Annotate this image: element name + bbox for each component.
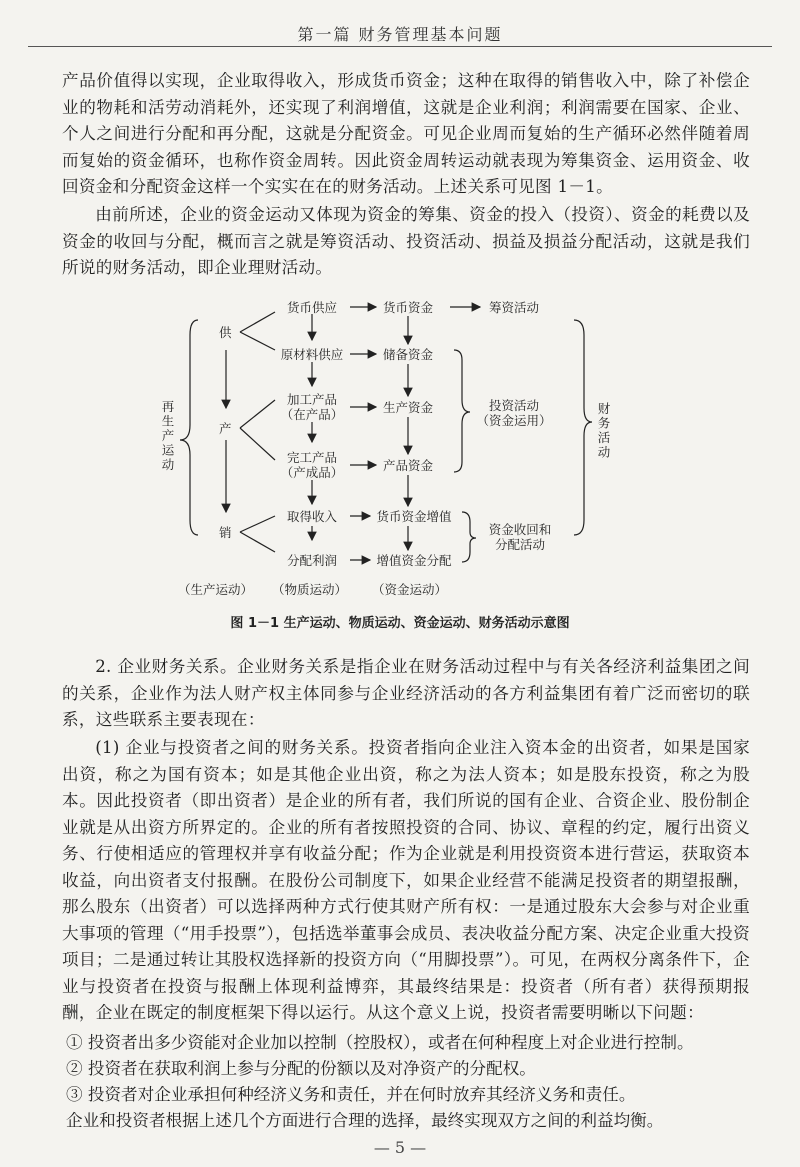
left-brace xyxy=(180,320,198,535)
material-profit-distribution: 分配利润 xyxy=(286,553,337,568)
material-cash-supply: 货币供应 xyxy=(286,300,337,315)
stage-production: 产 xyxy=(219,421,232,436)
fund-product: 产品资金 xyxy=(382,458,433,473)
right-brace xyxy=(574,320,592,535)
paragraph-1: 产品价值得以实现，企业取得收入，形成货币资金；这种在取得的销售收入中，除了补偿企业的物耗和活劳动消耗外，还实现了利润增值，这就是企业利润；利润需要在国家、企业、个人之间进行分配和再分配，这就是分配资金。可见企业周而复始的生产循环必然伴随着周而复始的资金循环，也称作资金周转。因此资金周转运动就表现为筹集资金、运用资金、收回资金和分配资金这样一个实实在在的财务活动。上述关系可见图 1－1。 xyxy=(62,71,750,196)
flow-diagram xyxy=(140,290,660,610)
fan-line xyxy=(240,428,275,460)
material-revenue: 取得收入 xyxy=(286,509,337,524)
material-finished-goods: （产成品） xyxy=(280,465,344,480)
fan-line xyxy=(240,400,275,428)
fan-line xyxy=(240,516,275,532)
reproduction-label: 再生产运动 xyxy=(160,400,175,473)
page-number: — 5 — xyxy=(373,1138,427,1157)
fund-increment-distribution: 增值资金分配 xyxy=(376,553,452,568)
running-header: 第一篇 财务管理基本问题 xyxy=(297,25,503,44)
material-processing: 加工产品 xyxy=(286,392,337,407)
paragraph-5: 企业和投资者根据上述几个方面进行合理的选择，最终实现双方之间的利益均衡。 xyxy=(66,1111,664,1130)
material-wip: （在产品） xyxy=(280,407,344,422)
fund-reserve: 储备资金 xyxy=(382,347,433,362)
label-production-motion: （生产运动） xyxy=(178,582,254,597)
list-item-2: ② 投资者在获取利润上参与分配的份额以及对净资产的分配权。 xyxy=(66,1059,536,1078)
activity-recovery: 资金收回和 xyxy=(488,522,552,537)
paragraph-4: (1) 企业与投资者之间的财务关系。投资者指向企业注入资本金的出资者，如果是国家出资，称之为国有资本；如是其他企业出资，称之为法人资本；如是股东投资，称之为股本。因此投资者（即出资者）是企业的所有者，我们所说的国有企业、合资企业、股份制企业就是从出资方所界定的。企业的所有者按照投资的合同、协议、章程的约定，履行出资义务、行使相适应的管理权并享有收益分配；作为企业就是利用投资资本进行营运，获取资本收益，向出资者支付报酬。在股份公司制度下，如果企业经营不能满足投资者的期望报酬，那么股东（出资者）可以选择两种方式行使其财产所有权：一是通过股东大会参与对企业重大事项的管理（“用手投票”），包括选举董事会成员、表决收益分配方案、决定企业重大投资项目；二是通过转让其股权选择新的投资方向（“用脚投票”）。可见，在两权分离条件下，企业与投资者在投资与报酬上体现利益博弈，其最终结果是：投资者（所有者）获得预期报酬，企业在既定的制度框架下得以运行。从这个意义上说，投资者需要明晰以下问题： xyxy=(62,738,750,1022)
fan-line xyxy=(240,532,275,552)
activity-financing: 筹资活动 xyxy=(488,300,539,315)
lower-brace xyxy=(462,512,476,562)
list-item-3: ③ 投资者对企业承担何种经济义务和责任，并在何时放弃其经济义务和责任。 xyxy=(66,1085,636,1104)
figure-caption: 图 1－1 生产运动、物质运动、资金运动、财务活动示意图 xyxy=(230,616,570,631)
paragraph-3: 2. 企业财务关系。企业财务关系是指企业在财务活动过程中与有关各经济利益集团之间的关系，企业作为法人财产权主体同参与企业经济活动的各方利益集团有着广泛而密切的联系，这些联系主要表现在： xyxy=(62,657,750,729)
activity-distribution: 分配活动 xyxy=(494,537,545,552)
fund-cash-increment: 货币资金增值 xyxy=(376,509,452,524)
stage-sales: 销 xyxy=(219,525,232,540)
material-raw-supply: 原材料供应 xyxy=(280,347,344,362)
header-rule xyxy=(28,46,772,47)
label-material-motion: （物质运动） xyxy=(272,582,348,597)
fund-production: 生产资金 xyxy=(382,400,433,415)
fan-line xyxy=(240,312,275,332)
paragraph-2: 由前所述，企业的资金运动又体现为资金的筹集、资金的投入（投资）、资金的耗费以及资金的收回与分配，概而言之就是筹资活动、投资活动、损益及损益分配活动，这就是我们所说的财务活动，即企业理财活动。 xyxy=(62,205,750,277)
activity-fund-use: （资金运用） xyxy=(476,413,552,428)
stage-supply: 供 xyxy=(219,325,232,340)
fund-cash: 货币资金 xyxy=(382,300,433,315)
activity-investing: 投资活动 xyxy=(488,398,539,413)
financial-activity-label: 财务活动 xyxy=(596,402,611,460)
middle-brace xyxy=(454,350,470,472)
fan-line xyxy=(240,332,275,350)
label-fund-motion: （资金运动） xyxy=(372,582,448,597)
material-finished: 完工产品 xyxy=(286,450,337,465)
list-item-1: ① 投资者出多少资能对企业加以控制（控股权），或者在何种程度上对企业进行控制。 xyxy=(66,1033,694,1052)
